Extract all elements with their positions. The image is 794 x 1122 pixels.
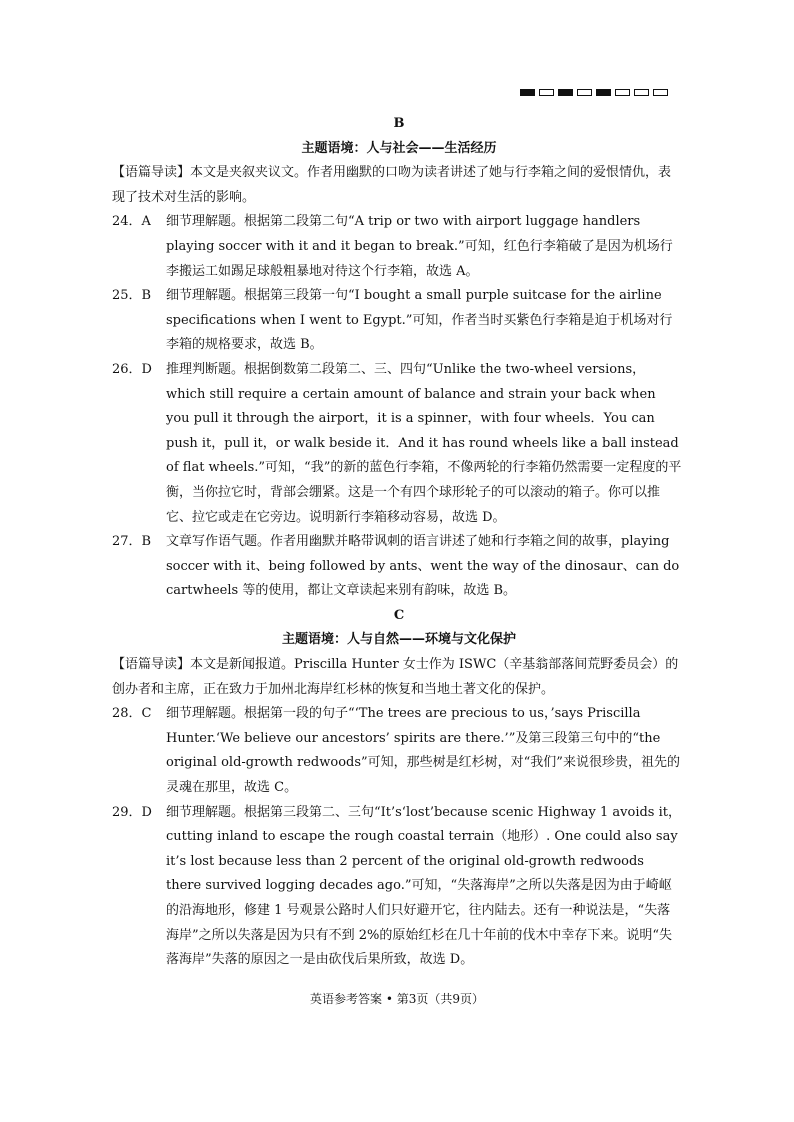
answer-item — [112, 530, 682, 604]
section-theme: 主题语境：人与社会——生活经历 — [301, 140, 497, 156]
mark-block — [539, 89, 554, 96]
answer-key-content — [112, 112, 682, 973]
page-footer: 英语参考答案 • 第3页（共9页） — [310, 992, 484, 1006]
answer-item — [112, 801, 682, 973]
mark-block — [615, 89, 630, 96]
answer-explanation: 细节理解题。根据第一段的句子“‘The trees are precious to us，’says Priscilla Hunter.‘We believe our ancestors’ spirits are there.’”及第三段第三句中的“the original old-growth redwoods”可知，那些树是红杉树，对“我们”来说很珍贵，祖先的灵魂在那里，故选 C。 — [166, 706, 680, 796]
mark-block — [653, 89, 668, 96]
passage-intro — [112, 653, 682, 702]
answer-explanation: 细节理解题。根据第三段第二、三句“It’s‘lost’because scenic Highway 1 avoids it，cutting inland to escape the rough coastal terrain（地形）. One could also say it’s lost because less than 2 percent of the original old-growth redwoods there survived logging decades ago.”可知，“失落海岸”之所以失落是因为由于崎岖的沿海地形，修建 1 号观景公路时人们只好避开它，往内陆去。还有一种说法是，“失落海岸”之所以失落是因为只有不到 2%的原始红杉在几十年前的伐木中幸存下来。说明“失落海岸”失落的原因之一是由砍伐后果所致，故选 D。 — [166, 804, 681, 968]
passage-intro — [112, 161, 682, 210]
answer-number: 29．D — [112, 804, 152, 820]
mark-block — [596, 89, 611, 96]
answer-number: 28．C — [112, 706, 152, 722]
answer-item — [112, 210, 682, 284]
section-letter: C — [393, 607, 405, 623]
intro-tag: 【语篇导读】 — [112, 165, 191, 181]
intro-tag: 【语篇导读】 — [112, 657, 191, 673]
registration-marks — [520, 89, 668, 96]
answer-explanation: 文章写作语气题。作者用幽默并略带讽刺的语言讲述了她和行李箱之间的故事，playing soccer with it、being followed by ants、went the way of the dinosaur、can do cartwheels 等的使用，都让文章读起来别有韵味，故选 B。 — [166, 534, 680, 599]
answer-item — [112, 358, 682, 530]
answer-explanation: 细节理解题。根据第三段第一句“I bought a small purple suitcase for the airline specifications when I went to Egypt.”可知，作者当时买紫色行李箱是迫于机场对行李箱的规格要求，故选 B。 — [166, 288, 673, 353]
mark-block — [634, 89, 649, 96]
answer-number: 26．D — [112, 361, 152, 377]
answer-number: 24．A — [112, 214, 151, 230]
answer-explanation: 推理判断题。根据倒数第二段第二、三、四句“Unlike the two-wheel versions，which still require a certain amount of balance and strain your back when you pull it through the airport，it is a spinner，with four wheels．You can push it，pull it，or walk beside it．And it has round wheels like a ball instead of flat wheels.”可知，“我”的新的蓝色行李箱，不像两轮的行李箱仍然需要一定程度的平衡，当你拉它时，背部会绷紧。这是一个有四个球形轮子的可以滚动的箱子。你可以推它、拉它或走在它旁边。说明新行李箱移动容易，故选 D。 — [166, 361, 682, 525]
mark-block — [577, 89, 592, 96]
answer-number: 27．B — [112, 534, 152, 550]
section-letter: B — [393, 116, 405, 131]
answer-explanation: 细节理解题。根据第二段第二句“A trip or two with airport luggage handlers playing soccer with it and it began to break.”可知，红色行李箱破了是因为机场行李搬运工如踢足球般粗暴地对待这个行李箱，故选 A。 — [166, 214, 673, 279]
answer-number: 25．B — [112, 288, 152, 304]
intro-text: 本文是新闻报道。Priscilla Hunter 女士作为 ISWC（辛基翁部落间荒野委员会）的创办者和主席，正在致力于加州北海岸红杉林的恢复和当地土著文化的保护。 — [112, 657, 679, 697]
mark-block — [520, 89, 535, 96]
intro-text: 本文是夹叙夹议文。作者用幽默的口吻为读者讲述了她与行李箱之间的爱恨情仇，表现了技术对生活的影响。 — [112, 165, 672, 205]
mark-block — [558, 89, 573, 96]
answer-item — [112, 284, 682, 358]
answer-item — [112, 702, 682, 800]
section-theme: 主题语境：人与自然——环境与文化保护 — [281, 632, 516, 648]
